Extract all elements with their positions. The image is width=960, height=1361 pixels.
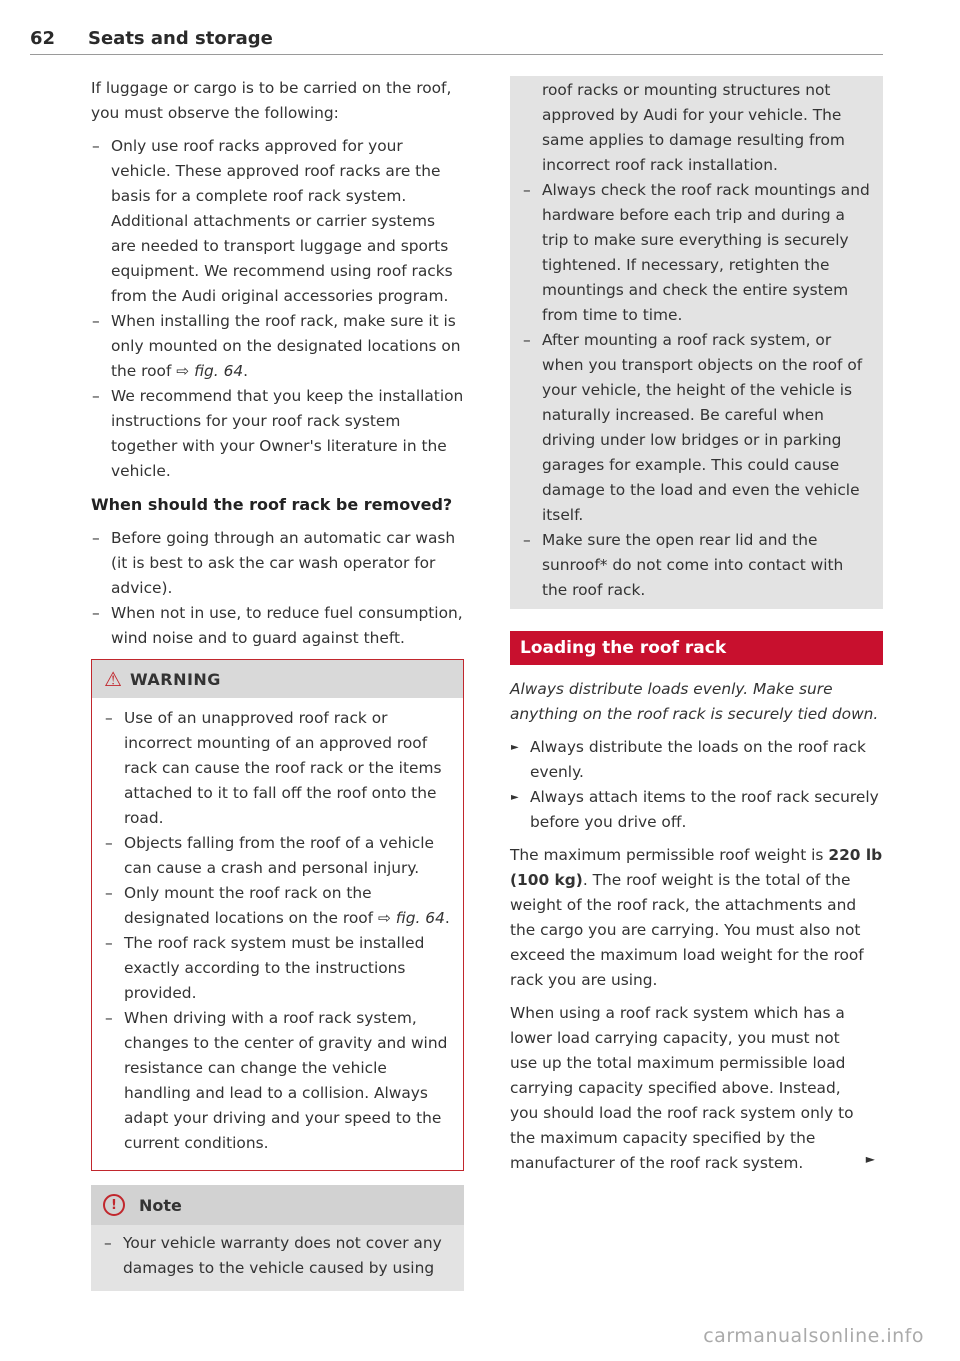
list-item: – After mounting a roof rack system, or when you transport objects on the roof of your vehicle, the height of the vehicle is naturally increased. Be careful when driving under low bridges or in parking garages for example. This could cause damage to the load and even the vehicle itself.: [522, 328, 871, 528]
note-list-continued: [522, 178, 871, 603]
note-header: [91, 1185, 464, 1225]
note-box: [91, 1185, 464, 1291]
note-continued: [510, 76, 883, 609]
list-item: – Objects falling from the roof of a vehicle can cause a crash and personal injury.: [104, 831, 451, 881]
fig-64-link[interactable]: ⇨ fig. 64: [176, 362, 244, 380]
section-title: Seats and storage: [88, 28, 273, 49]
removal-list: [91, 526, 464, 651]
max-weight-paragraph: The maximum permissible roof weight is 220 lb (100 kg). The roof weight is the total of the weight of the roof rack, the attachments and the cargo you are carrying. You must also not exceed the maximum load weight for the roof rack you are using.: [510, 846, 883, 989]
max-weight-value: 220 lb (100 kg): [510, 846, 883, 889]
loading-section-heading: Loading the roof rack: [510, 631, 883, 665]
list-item: – When driving with a roof rack system, changes to the center of gravity and wind resistance can change the vehicle handling and lead to a collision. Always adapt your driving and your speed to the current conditions.: [104, 1006, 451, 1156]
removal-heading: When should the roof rack be removed?: [91, 495, 453, 514]
warning-label: WARNING: [129, 669, 221, 689]
list-item: – The roof rack system must be installed exactly according to the instructions provided.: [104, 931, 451, 1006]
left-column: [91, 76, 464, 1291]
list-item: – We recommend that you keep the installation instructions for your roof rack system together with your Owner's literature in the vehicle.: [91, 384, 464, 484]
warning-box: [91, 659, 464, 1171]
warning-body: [92, 698, 463, 1170]
capacity-paragraph: When using a roof rack system which has a lower load carrying capacity, you must not use up the total maximum permissible load carrying capacity specified above. Instead, you should load the roof rack system only to the maximum capacity specified by the manufacturer of the roof rack system. ►: [510, 1004, 875, 1172]
warning-triangle-icon: ⚠: [104, 666, 122, 691]
loading-intro: Always distribute loads evenly. Make sure anything on the roof rack is securely tied down.: [510, 680, 879, 723]
fig-64-link[interactable]: ⇨ fig. 64: [378, 909, 445, 927]
roof-rack-rules: [91, 134, 464, 484]
list-item: – Your vehicle warranty does not cover any damages to the vehicle caused by using: [103, 1231, 452, 1281]
continue-arrow-icon: ►: [865, 1152, 875, 1166]
list-item: – Before going through an automatic car wash (it is best to ask the car wash operator for advice).: [91, 526, 464, 601]
page-header: [30, 24, 883, 55]
list-item: ► Always distribute the loads on the roof rack evenly.: [510, 735, 883, 785]
list-item: – Only mount the roof rack on the designated locations on the roof ⇨ fig. 64.: [104, 881, 451, 931]
page-number: 62: [30, 28, 56, 49]
note-label: Note: [139, 1195, 182, 1215]
list-item: – Always check the roof rack mountings and hardware before each trip and during a trip to make sure everything is securely tightened. If necessary, retighten the mountings and check the entire system from time to time.: [522, 178, 871, 328]
note-info-icon: !: [103, 1194, 125, 1216]
watermark: carmanualsonline.info: [703, 1325, 924, 1347]
list-item: – Use of an unapproved roof rack or incorrect mounting of an approved roof rack can cause the roof rack or the items attached to it to fall off the roof onto the road.: [104, 706, 451, 831]
note-item-continued: roof racks or mounting structures not approved by Audi for your vehicle. The same applies to damage resulting from incorrect roof rack installation.: [542, 81, 845, 174]
list-item: – Only use roof racks approved for your vehicle. These approved roof racks are the basis for a complete roof rack system. Additional attachments or carrier systems are needed to transport luggage and sports equipment. We recommend using roof racks from the Audi original accessories program.: [91, 134, 464, 309]
list-item: – When not in use, to reduce fuel consumption, wind noise and to guard against theft.: [91, 601, 464, 651]
list-item: ► Always attach items to the roof rack securely before you drive off.: [510, 785, 883, 835]
warning-list: [104, 706, 451, 1156]
right-column: [510, 76, 883, 1184]
list-item: – When installing the roof rack, make sure it is only mounted on the designated locations on the roof ⇨ fig. 64.: [91, 309, 464, 384]
roof-cargo-intro: If luggage or cargo is to be carried on the roof, you must observe the following:: [91, 79, 452, 122]
loading-steps: [510, 735, 883, 835]
note-list: [103, 1231, 452, 1281]
warning-header: [92, 660, 463, 698]
note-body: [91, 1225, 464, 1291]
list-item: – Make sure the open rear lid and the sunroof* do not come into contact with the roof rack.: [522, 528, 871, 603]
